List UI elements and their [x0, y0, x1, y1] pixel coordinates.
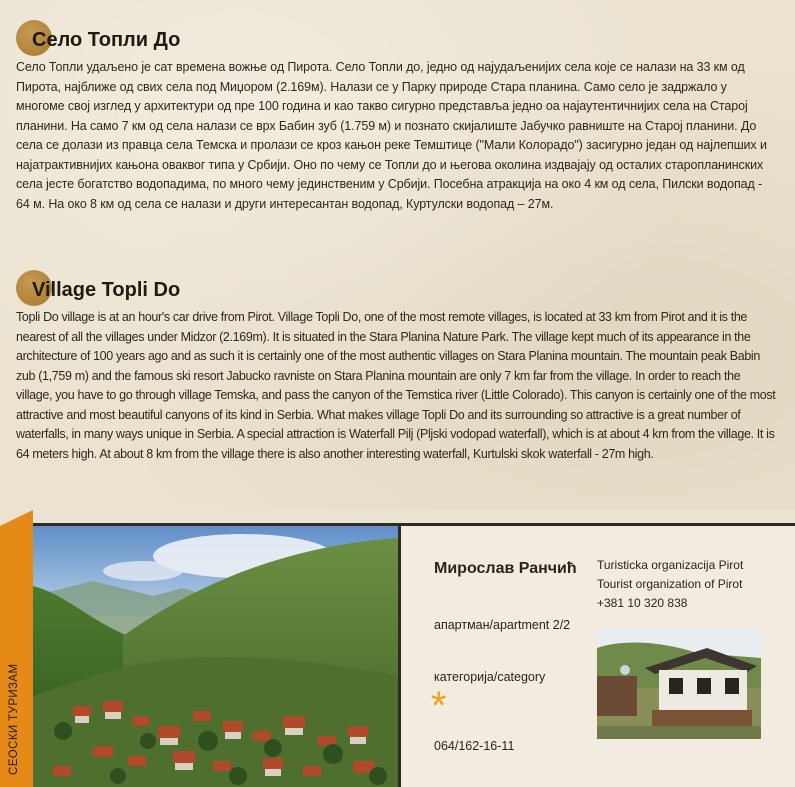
host-name: Мирослав Ранчић — [434, 560, 577, 577]
org-name-serbian: Turisticka organizacija Pirot — [597, 558, 744, 572]
serbian-body: Село Топли удаљено је сат времена вожње од Пирота. Село Топли до, једно од најудаљенијих села које се налази на 33 км од Пирота, најближе од свих села под Миџором (2.169м). Налази се у Парку природе Стара планина. Само село је задржало у многоме свој изглед у архитектури од пре 100 година и као такво сигурно представља једно оа најаутентичнијих села на Старој планини. На само 7 км од села налази се врх Бабин зуб (1.759 м) и познато скијалиште Јабучко равниште на Старој планини. До села се долази из правца села Темска и пролази се кроз кањон реке Темштице ("Мали Колорадо") засигурно један од најлепших и најатрактивнијих кањона оваквог типа у Србији. Оно по чему се Топли до и његова околина издвајају од осталих старопланинских села јесте богатство водопадима, по много чему јединственим у Србији. Посебна атракција на око 4 км од села, Пилски водопад - 64 м. На око 8 км од села се налази и други интересантан водопад, Куртулски водопад – 27м. — [16, 60, 767, 211]
english-title: Village Topli Do — [32, 279, 181, 301]
bottom-panel — [0, 510, 795, 787]
tourist-organization — [597, 556, 787, 613]
house-photo-image — [597, 628, 761, 739]
serbian-title: Село Топли До — [32, 29, 181, 51]
serbian-section — [16, 20, 776, 214]
star-icon: * — [431, 684, 447, 728]
english-section — [16, 270, 776, 464]
apartment-info: апартман/apartment 2/2 — [434, 618, 571, 632]
accommodation-info — [401, 526, 795, 787]
org-phone: +381 10 320 838 — [597, 596, 688, 610]
english-body: Topli Do village is at an hour's car drive from Pirot. Village Topli Do, one of the most remote villages, is located at 33 km from Pirot and it is the nearest of all the villages under Midzor (2.169m). It is situated in the Stara Planina Nature Park. The village kept much of its appearance in the architecture of 100 years ago and as such it is certainly one of the most authentic villages on Stara Planina mountain. The mountain peak Babin zub (1,759 m) and the famous ski resort Jabucko ravniste on Stara Planina mountain are only 7 km far from the village. In order to reach the village, you have to go through village Temska, and pass the canyon of the Temstica river (Little Colorado). This canyon is certainly one of the most attractive and most beautiful canyons of its kind in Serbia. What makes village Topli Do and its surrounding so attractive is a great number of waterfalls, in many ways unique in Serbia. A special attraction is Waterfall Pilj (Pljski vodopad waterfall), which is at about 4 km from the village. It is 64 meters high. At about 8 km from the village there is also another interesting waterfall, Kurtulski skok waterfall - 27m high. — [16, 310, 776, 461]
org-name-english: Tourist organization of Pirot — [597, 577, 743, 591]
house-photo — [597, 628, 761, 739]
village-photo — [33, 526, 398, 787]
village-photo-image — [33, 526, 398, 787]
side-category-label: СЕОСКИ ТУРИЗАМ — [8, 663, 20, 775]
host-phone: 064/162-16-11 — [434, 739, 515, 753]
category-label: категорија/category — [434, 670, 546, 684]
strip-notch — [0, 510, 33, 526]
side-category-strip — [0, 510, 33, 787]
